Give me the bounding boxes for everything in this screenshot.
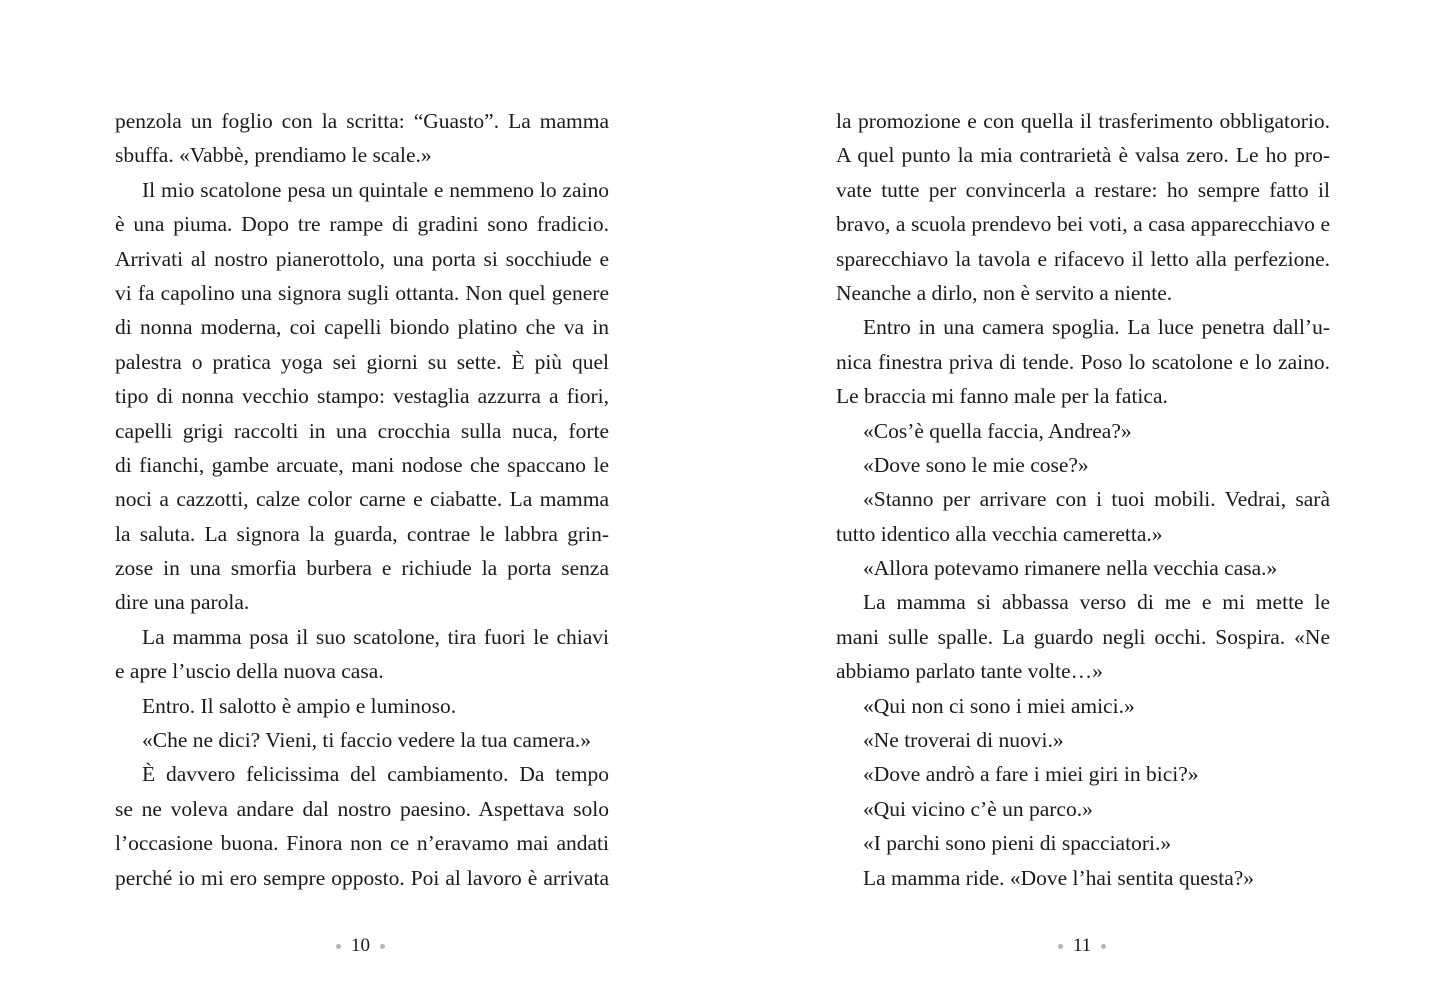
- text-line: Arrivati al nostro pianerottolo, una porta si socchiude e: [115, 246, 609, 271]
- text-line: di fianchi, gambe arcuate, mani nodose che spaccano le: [115, 452, 609, 477]
- text-line: «Cos’è quella faccia, Andrea?»: [863, 418, 1132, 443]
- right-page-text: [836, 104, 1330, 895]
- text-line: vate tutte per convincerla a restare: ho sempre fatto il: [836, 177, 1330, 202]
- text-line: se ne voleva andare dal nostro paesino. Aspettava solo: [115, 796, 609, 821]
- text-line: «Qui non ci sono i miei amici.»: [863, 693, 1135, 718]
- text-line: palestra o pratica yoga sei giorni su sette. È più quel: [115, 349, 609, 374]
- text-line: «Qui vicino c’è un parco.»: [863, 796, 1093, 821]
- text-line: capelli grigi raccolti in una crocchia sulla nuca, forte: [115, 418, 609, 443]
- text-line: e apre l’uscio della nuova casa.: [115, 659, 384, 684]
- text-line: la saluta. La signora la guarda, contrae le labbra grin-: [115, 521, 609, 546]
- text-line: penzola un foglio con la scritta: “Guasto”. La mamma: [115, 109, 609, 133]
- text-line: «I parchi sono pieni di spacciatori.»: [863, 831, 1172, 856]
- text-line: mani sulle spalle. La guardo negli occhi. Sospira. «Ne: [836, 624, 1330, 649]
- text-line: Entro in una camera spoglia. La luce penetra dall’u-: [863, 315, 1330, 340]
- folio-dot-icon: [1101, 944, 1106, 949]
- text-line: «Dove sono le mie cose?»: [863, 452, 1089, 477]
- text-line: tipo di nonna vecchio stampo: vestaglia azzurra a fiori,: [115, 384, 609, 409]
- text-line: sbuffa. «Vabbè, prendiamo le scale.»: [115, 143, 432, 168]
- text-line: vi fa capolino una signora sugli ottanta. Non quel genere: [115, 280, 609, 305]
- text-line: Il mio scatolone pesa un quintale e nemmeno lo zaino: [142, 177, 609, 202]
- folio-dot-icon: [380, 944, 385, 949]
- text-line: «Dove andrò a fare i miei giri in bici?»: [863, 762, 1199, 787]
- text-line: noci a cazzotti, calze color carne e ciabatte. La mamma: [115, 487, 609, 512]
- text-line: tutto identico alla vecchia cameretta.»: [836, 521, 1163, 546]
- folio-dot-icon: [1058, 944, 1063, 949]
- text-line: è una piuma. Dopo tre rampe di gradini sono fradicio.: [115, 212, 609, 237]
- text-line: nica finestra priva di tende. Poso lo scatolone e lo zaino.: [836, 349, 1330, 374]
- text-line: «Che ne dici? Vieni, ti faccio vedere la tua camera.»: [142, 728, 592, 753]
- text-line: la promozione e con quella il trasferimento obbligatorio.: [836, 109, 1330, 133]
- folio-dot-icon: [336, 944, 341, 949]
- text-line: perché io mi ero sempre opposto. Poi al lavoro è arrivata: [115, 865, 609, 890]
- text-line: La mamma si abbassa verso di me e mi mette le: [863, 590, 1330, 615]
- text-line: «Ne troverai di nuovi.»: [863, 728, 1064, 753]
- text-line: sparecchiavo la tavola e rifacevo il letto alla perfezione.: [836, 246, 1330, 271]
- text-line: dire una parola.: [115, 590, 250, 615]
- text-line: «Allora potevamo rimanere nella vecchia casa.»: [863, 556, 1278, 581]
- text-line: A quel punto la mia contrarietà è valsa zero. Le ho pro-: [836, 143, 1330, 168]
- text-line: abbiamo parlato tante volte…»: [836, 659, 1103, 684]
- text-line: La mamma posa il suo scatolone, tira fuori le chiavi: [142, 624, 609, 649]
- text-line: di nonna moderna, coi capelli biondo platino che va in: [115, 315, 609, 340]
- text-line: La mamma ride. «Dove l’hai sentita questa?»: [863, 865, 1255, 890]
- left-page-text: [115, 104, 609, 895]
- text-line: Entro. Il salotto è ampio e luminoso.: [142, 693, 457, 718]
- right-page-folio: [1058, 934, 1106, 958]
- text-line: «Stanno per arrivare con i tuoi mobili. Vedrai, sarà: [863, 487, 1330, 512]
- left-page-folio: [336, 934, 385, 958]
- text-line: Neanche a dirlo, non è servito a niente.: [836, 280, 1173, 305]
- right-page-number: 11: [1073, 935, 1092, 956]
- text-line: l’occasione buona. Finora non ce n’eravamo mai andati: [115, 831, 609, 856]
- text-line: È davvero felicissima del cambiamento. Da tempo: [142, 762, 609, 787]
- left-page-number: 10: [351, 935, 370, 956]
- text-line: Le braccia mi fanno male per la fatica.: [836, 384, 1168, 409]
- text-line: bravo, a scuola prendevo bei voti, a casa apparecchiavo e: [836, 212, 1330, 237]
- text-line: zose in una smorfia burbera e richiude la porta senza: [115, 556, 609, 581]
